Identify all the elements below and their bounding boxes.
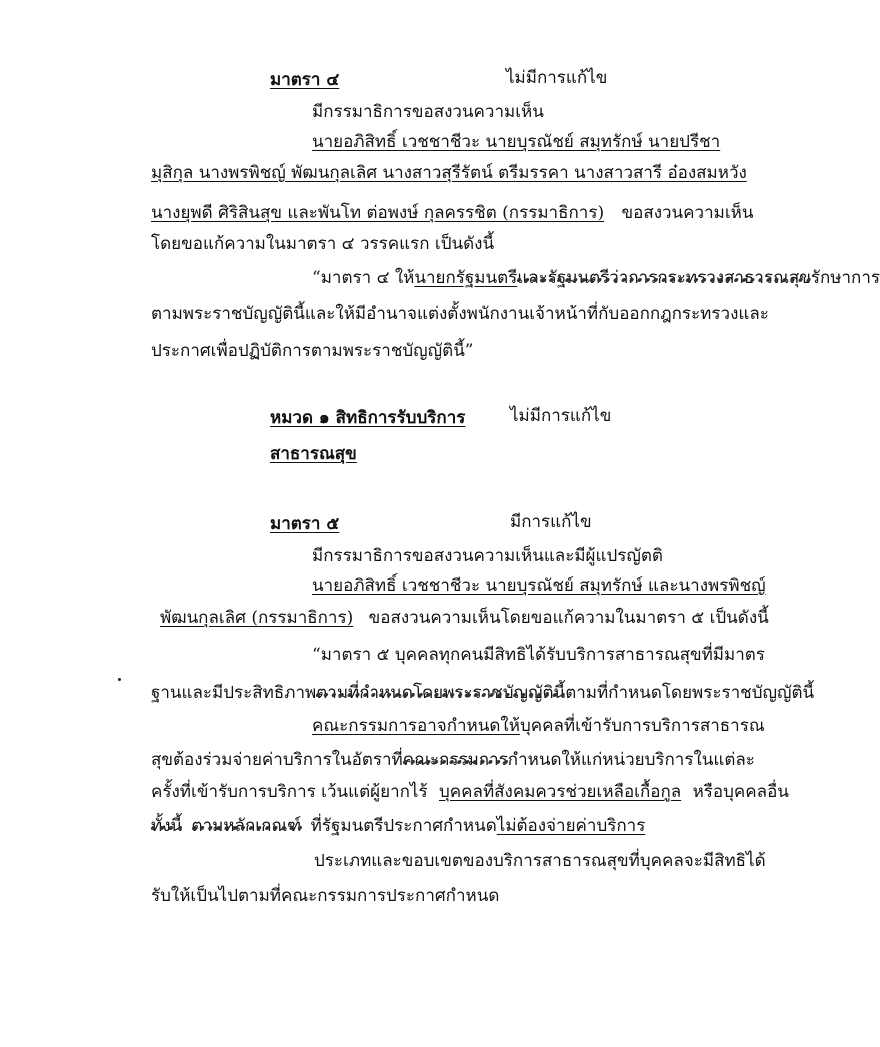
chapter-1-status: ไม่มีการแก้ไข (510, 406, 612, 426)
quote-text: “มาตรา ๔ ให้ (312, 268, 415, 288)
section-4-quote-line2: ตามพระราชบัญญัตินี้และให้มีอำนาจแต่งตั้งพนักงานเจ้าหน้าที่กับออกกฎกระทรวงและ (151, 304, 769, 324)
para2-text: บุคคลที่เข้ารับการบริการสาธารณ (519, 716, 765, 736)
para2-underlined: บุคคลที่สังคมควรช่วยเหลือเกื้อกูล (439, 782, 682, 802)
section-5-intro: มีกรรมาธิการขอสงวนความเห็นและมีผู้แปรญัตติ (312, 546, 663, 566)
para2-struck: ทั้งนี้ (151, 816, 183, 836)
section-4-members-line3 (151, 205, 753, 222)
section-4-quote-line1 (312, 270, 880, 287)
para2-underlined: คณะกรรมการอาจกำหนดให้ (312, 716, 520, 736)
chapter-1-heading-line2: สาธารณสุข (270, 444, 357, 464)
section-5-members-line2 (160, 610, 769, 627)
section-5-para2-line1 (312, 718, 765, 735)
section-5-status: มีการแก้ไข (510, 512, 592, 532)
stray-mark (118, 678, 121, 681)
para1-text-end: ตามที่กำหนดโดยพระราชบัญญัตินี้ (565, 683, 815, 703)
para2-text: สุขต้องร่วมจ่ายค่าบริการในอัตราที่ (151, 750, 403, 770)
section-4-amend-intro: โดยขอแก้ความในมาตรา ๔ วรรคแรก เป็นดังนี้ (151, 234, 495, 254)
quote-text-end: รักษาการ (810, 268, 880, 288)
para1-struck: ตามที่กำหนดโดยพระราชบัญญัตินี้ (316, 683, 566, 703)
para2-struck: ตามหลักเกณฑ์ (191, 816, 302, 836)
section-4-members-names: นางยุพดี ศิริสินสุข และพันโท ต่อพงษ์ กุลครรชิต (กรรมาธิการ) (151, 203, 605, 223)
section-5-para3-line1: ประเภทและขอบเขตของบริการสาธารณสุขที่บุคคลจะมีสิทธิได้ (314, 851, 766, 871)
section-5-members-line1: นายอภิสิทธิ์ เวชชาชีวะ นายบุรณัชย์ สมุทรักษ์ และนางพรพิชญ์ (312, 576, 766, 596)
para2-underlined: ไม่ต้องจ่ายค่าบริการ (496, 816, 646, 836)
section-4-members-line2: มุสิกุล นางพรพิชญ์ พัฒนกุลเลิศ นางสาวสุรีรัตน์ ตรีมรรคา นางสาวสารี อ๋องสมหวัง (151, 163, 747, 183)
section-5-para2-line4 (151, 818, 645, 835)
para2-text: ที่รัฐมนตรีประกาศกำหนด (310, 816, 497, 836)
section-5-para2-line2 (151, 752, 755, 769)
para2-struck: คณะกรรมการ (402, 750, 508, 770)
section-5-heading: มาตรา ๕ (270, 514, 340, 534)
section-4-quote-line3: ประกาศเพื่อปฏิบัติการตามพระราชบัญญัตินี้” (151, 341, 474, 361)
section-4-members-line1: นายอภิสิทธิ์ เวชชาชีวะ นายบุรณัชย์ สมุทรักษ์ นายปรีชา (312, 132, 721, 152)
para2-text-end: กำหนดให้แก่หน่วยบริการในแต่ละ (507, 750, 755, 770)
section-5-para1-line1: “มาตรา ๕ บุคคลทุกคนมีสิทธิได้รับบริการสาธารณสุขที่มีมาตร (312, 645, 765, 665)
section-4-intro: มีกรรมาธิการขอสงวนความเห็น (312, 102, 544, 122)
section-4-heading: มาตรา ๔ (270, 70, 340, 90)
para2-text: ครั้งที่เข้ารับการบริการ เว้นแต่ผู้ยากไร้ (151, 782, 428, 802)
quote-underlined: นายกรัฐมนตรี (414, 268, 518, 288)
section-5-para3-line2: รับให้เป็นไปตามที่คณะกรรมการประกาศกำหนด (151, 886, 500, 906)
quote-struck: และรัฐมนตรีว่าการกระทรวงสาธารณสุข (517, 268, 811, 288)
section-5-para2-line3 (151, 784, 789, 801)
para2-text-end: หรือบุคคลอื่น (692, 782, 789, 802)
chapter-1-heading: หมวด ๑ สิทธิการรับบริการ (270, 408, 466, 428)
para1-text: ฐานและมีประสิทธิภาพ (151, 683, 317, 703)
section-5-para1-line2 (151, 685, 814, 702)
section-5-members-rest: ขอสงวนความเห็นโดยขอแก้ความในมาตรา ๕ เป็นดังนี้ (368, 608, 769, 628)
section-4-members-rest: ขอสงวนความเห็น (621, 203, 754, 223)
section-5-members-names: พัฒนกุลเลิศ (กรรมาธิการ) (160, 608, 354, 628)
section-4-status: ไม่มีการแก้ไข (506, 68, 608, 88)
